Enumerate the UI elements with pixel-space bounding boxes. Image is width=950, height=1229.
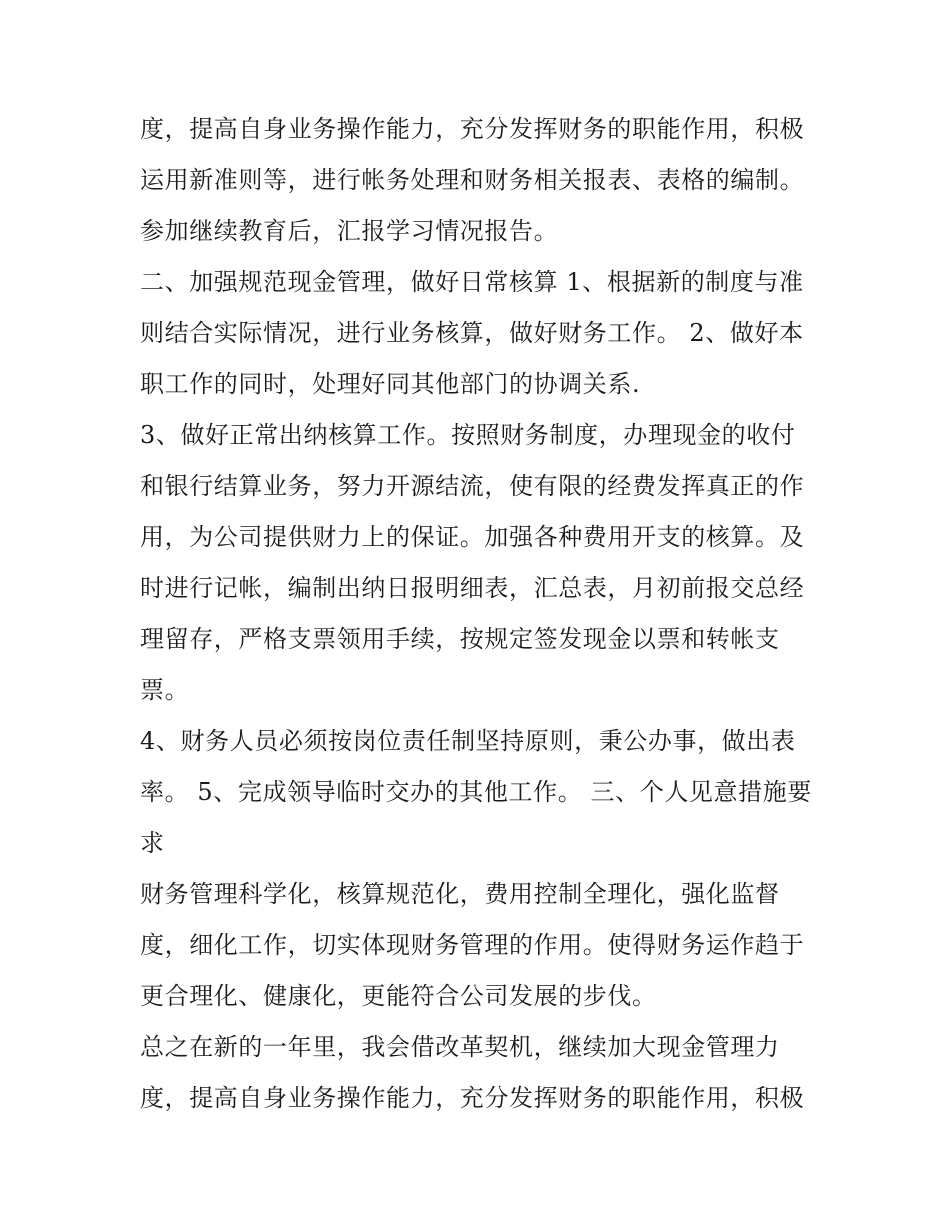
text-line: 3、做好正常出纳核算工作。按照财务制度，办理现金的收付: [140, 421, 796, 449]
text-line: 则结合实际情况，进行业务核算，做好财务工作。 2、做好本: [140, 319, 804, 347]
text-line: 度，提高自身业务操作能力，充分发挥财务的职能作用，积极: [140, 1084, 805, 1112]
text-line: 更合理化、健康化，更能符合公司发展的步伐。: [140, 982, 657, 1010]
document-body: [140, 104, 820, 1124]
text-line: 度，提高自身业务操作能力，充分发挥财务的职能作用，积极: [140, 115, 805, 143]
text-line: 用，为公司提供财力上的保证。加强各种费用开支的核算。及: [140, 523, 805, 551]
text-line: 二、加强规范现金管理，做好日常核算 1、根据新的制度与准: [140, 268, 804, 296]
text-line: 理留存，严格支票领用手续，按规定签发现金以票和转帐支: [140, 625, 780, 653]
text-line: 运用新准则等，进行帐务处理和财务相关报表、表格的编制。: [140, 166, 805, 194]
text-line: 职工作的同时，处理好同其他部门的协调关系.: [140, 370, 641, 398]
text-line: 4、财务人员必须按岗位责任制坚持原则，秉公办事，做出表: [140, 727, 796, 755]
text-line: 时进行记帐，编制出纳日报明细表，汇总表，月初前报交总经: [140, 574, 805, 602]
text-line: 财务管理科学化，核算规范化，费用控制全理化，强化监督: [140, 880, 780, 908]
text-line: 率。 5、完成领导临时交办的其他工作。 三、个人见意措施要: [140, 778, 812, 806]
text-line: 和银行结算业务，努力开源结流，使有限的经费发挥真正的作: [140, 472, 805, 500]
text-line: 度，细化工作，切实体现财务管理的作用。使得财务运作趋于: [140, 931, 805, 959]
text-line: 求: [140, 829, 165, 857]
text-line: 总之在新的一年里，我会借改革契机，继续加大现金管理力: [140, 1033, 780, 1061]
text-line: 票。: [140, 676, 190, 704]
text-line: 参加继续教育后，汇报学习情况报告。: [140, 217, 559, 245]
